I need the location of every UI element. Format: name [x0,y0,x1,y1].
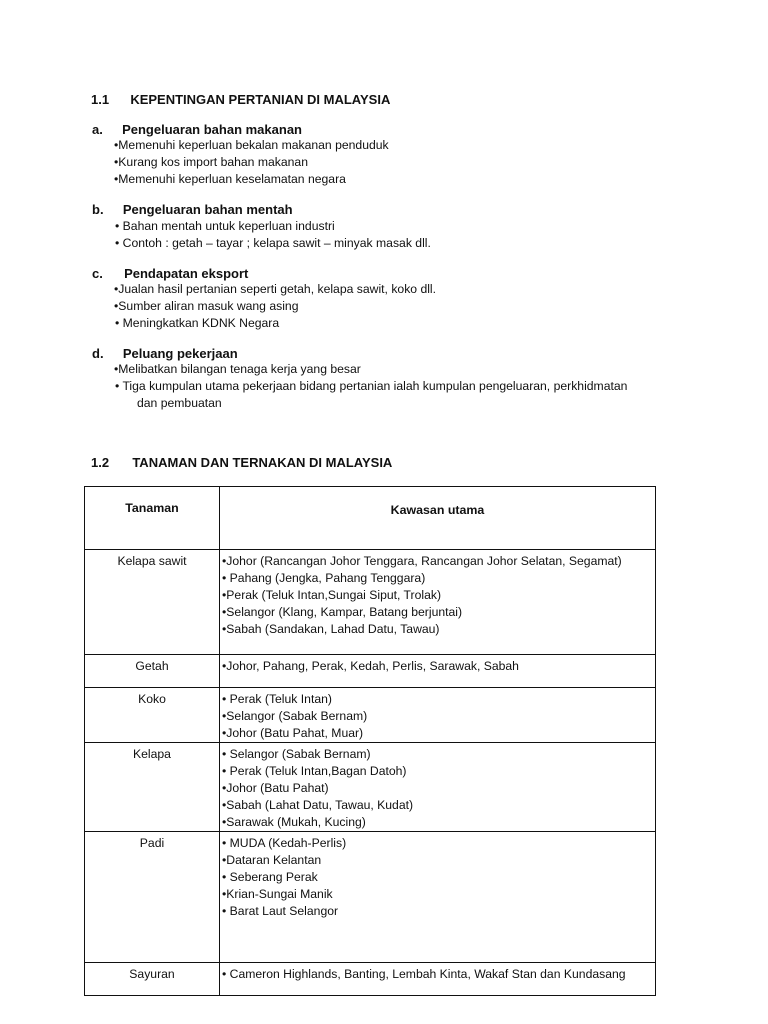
bullet-item: •Melibatkan bilangan tenaga kerja yang besar [114,362,361,376]
table-row [85,963,656,996]
area-item: • MUDA (Kedah-Perlis) [222,836,347,850]
bullet-item: •Memenuhi keperluan keselamatan negara [114,172,346,186]
area-item: •Johor (Rancangan Johor Tenggara, Rancangan Johor Selatan, Segamat) [222,554,622,568]
crop-name: Kelapa [133,747,171,761]
crops-table [84,486,656,996]
table-row [85,550,656,655]
area-item: •Dataran Kelantan [222,853,322,867]
area-item: • Perak (Teluk Intan,Bagan Datoh) [222,764,407,778]
bullet-item: • Tiga kumpulan utama pekerjaan bidang pertanian ialah kumpulan pengeluaran, perkhidmatan [115,379,628,393]
area-item: • Cameron Highlands, Banting, Lembah Kinta, Wakaf Stan dan Kundasang [222,967,626,981]
area-item: •Johor (Batu Pahat) [222,781,329,795]
area-item: •Sarawak (Mukah, Kucing) [222,815,366,829]
area-item: •Krian-Sungai Manik [222,887,333,901]
subsection-a-title: Pengeluaran bahan makanan [122,122,302,137]
area-item: •Perak (Teluk Intan,Sungai Siput, Trolak) [222,588,442,602]
bullet-continuation: dan pembuatan [137,396,222,410]
area-item: •Sabah (Lahat Datu, Tawau, Kudat) [222,798,414,812]
crop-name: Koko [138,692,166,706]
area-item: •Sabah (Sandakan, Lahad Datu, Tawau) [222,622,440,636]
subsection-c-heading: c. Pendapatan eksport [92,266,249,281]
section-2-number: 1.2 [91,455,110,470]
bullet-item: •Sumber aliran masuk wang asing [114,299,299,313]
subsection-d-heading: d. Peluang pekerjaan [92,346,238,361]
table-row [85,688,656,743]
section-1-heading [91,92,390,107]
bullet-item: •Memenuhi keperluan bekalan makanan penduduk [114,138,389,152]
bullet-item: •Kurang kos import bahan makanan [114,155,308,169]
header-tanaman: Tanaman [85,487,220,550]
area-item: •Johor (Batu Pahat, Muar) [222,726,364,740]
area-item: •Selangor (Klang, Kampar, Batang berjuntai) [222,605,463,619]
subsection-b-title: Pengeluaran bahan mentah [122,202,293,217]
area-item: • Seberang Perak [222,870,318,884]
section-2-title: TANAMAN DAN TERNAKAN DI MALAYSIA [132,455,393,470]
table-row [85,743,656,832]
area-item: • Pahang (Jengka, Pahang Tenggara) [222,571,426,585]
header-kawasan-utama: Kawasan utama [220,487,656,550]
subsection-a-heading: a. Pengeluaran bahan makanan [92,122,302,137]
area-item: • Barat Laut Selangor [222,904,339,918]
section-2-heading [91,455,392,470]
subsection-c-title: Pendapatan eksport [124,266,249,281]
area-item: • Selangor (Sabak Bernam) [222,747,371,761]
section-1-number: 1.1 [91,92,110,107]
crop-name: Padi [139,836,165,850]
crop-name: Kelapa sawit [117,554,187,568]
table-row [85,655,656,688]
bullet-item: • Bahan mentah untuk keperluan industri [115,219,335,233]
subsection-d-title: Peluang pekerjaan [122,346,238,361]
bullet-item: •Jualan hasil pertanian seperti getah, kelapa sawit, koko dll. [114,282,437,296]
table-header-row [85,487,656,550]
crop-name: Getah [135,659,169,673]
crop-name: Sayuran [129,967,175,981]
table-row [85,832,656,963]
subsection-b-heading: b. Pengeluaran bahan mentah [92,202,293,217]
area-item: •Johor, Pahang, Perak, Kedah, Perlis, Sarawak, Sabah [222,659,519,673]
bullet-item: • Contoh : getah – tayar ; kelapa sawit – minyak masak dll. [115,236,431,250]
section-1-title: KEPENTINGAN PERTANIAN DI MALAYSIA [130,92,391,107]
area-item: • Perak (Teluk Intan) [222,692,332,706]
bullet-item: • Meningkatkan KDNK Negara [115,316,280,330]
area-item: •Selangor (Sabak Bernam) [222,709,368,723]
